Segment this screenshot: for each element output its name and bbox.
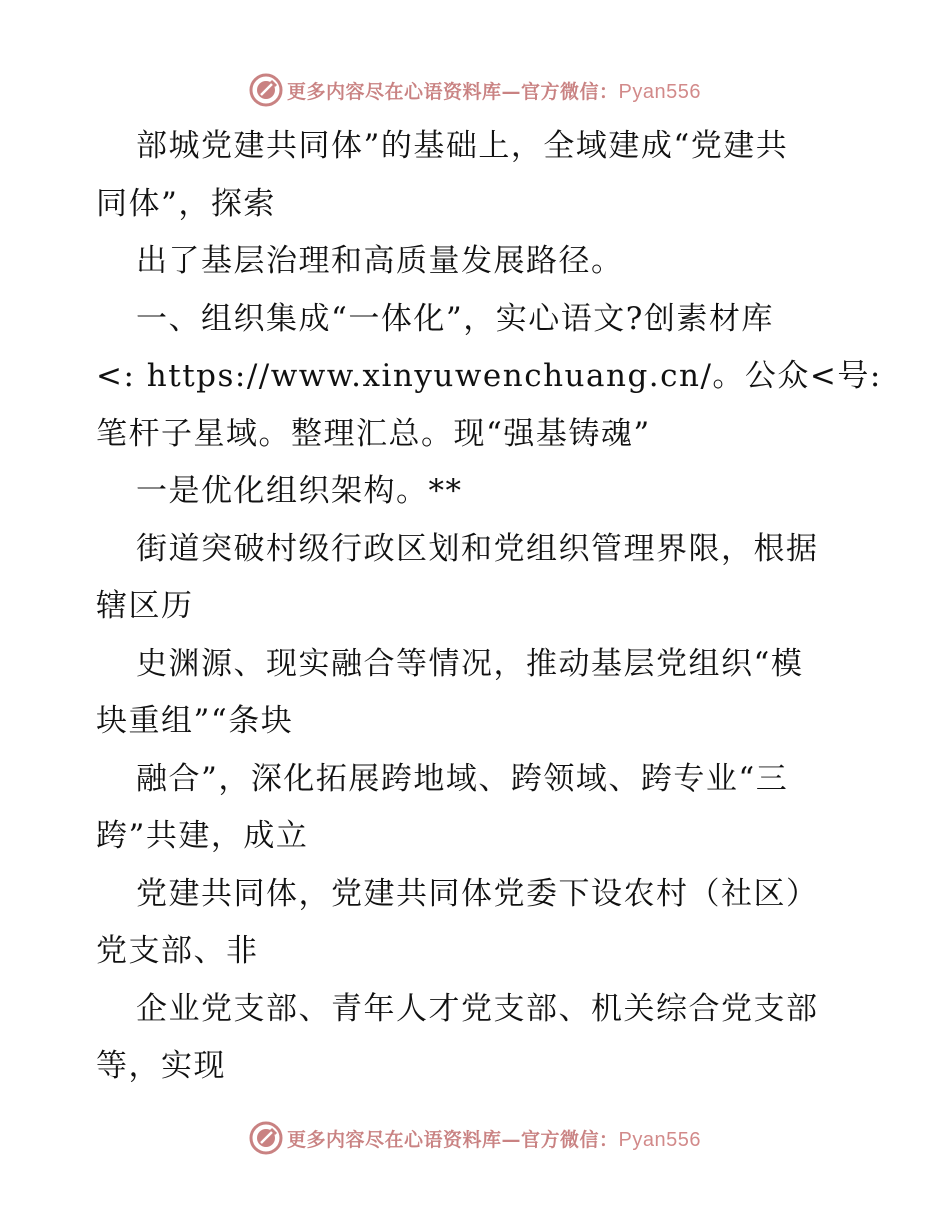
text-line-url: <: https://www.xinyuwenchuang.cn/。公众<号:: [96, 358, 882, 394]
header-wechat-id: Pyan556: [618, 80, 701, 103]
text-line: 党建共同体，党建共同体党委下设农村（社区）: [136, 875, 819, 912]
text-line: 跨”共建，成立: [96, 818, 309, 854]
header-banner: [0, 70, 950, 110]
text-line: 块重组”“条块: [96, 703, 294, 739]
text-line: 辖区历: [96, 588, 194, 624]
text-line: 笔杆子星域。整理汇总。现“强基铸魂”: [96, 415, 651, 452]
footer-banner: [0, 1118, 950, 1158]
text-line: 史渊源、现实融合等情况，推动基层党组织“模: [136, 645, 804, 682]
text-line: 出了基层治理和高质量发展路径。: [136, 243, 624, 279]
text-line: 同体”，探索: [96, 185, 276, 222]
seal-logo-icon: [249, 73, 283, 107]
header-banner-text: 更多内容尽在心语资料库—官方微信：Pyan556: [287, 80, 701, 103]
text-line: 部城党建共同体”的基础上，全域建成“党建共: [136, 128, 789, 164]
text-line: 企业党支部、青年人才党支部、机关综合党支部: [136, 990, 819, 1027]
footer-banner-text: 更多内容尽在心语资料库—官方微信：Pyan556: [287, 1128, 701, 1151]
text-line: 融合”，深化拓展跨地域、跨领域、跨专业“三: [136, 760, 789, 797]
footer-wechat-id: Pyan556: [618, 1128, 701, 1151]
seal-logo-icon: [249, 1121, 283, 1155]
text-line: 等，实现: [96, 1048, 226, 1084]
text-line: 党支部、非: [96, 933, 259, 969]
text-line: 一、组织集成“一体化”，实心语文?创素材库: [136, 300, 774, 337]
document-body: [96, 118, 882, 1096]
text-line: 街道突破村级行政区划和党组织管理界限，根据: [136, 530, 819, 567]
text-line: 一是优化组织架构。**: [136, 473, 463, 509]
